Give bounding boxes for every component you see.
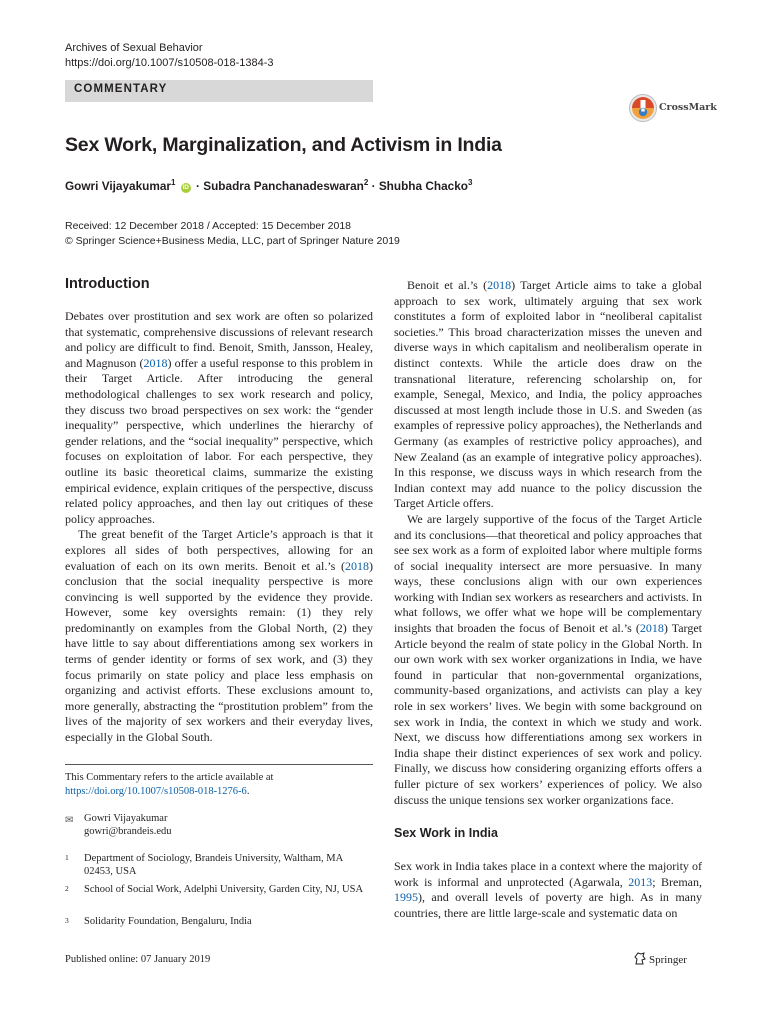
author-separator: ·	[192, 178, 204, 193]
author-name[interactable]: Shubha Chacko	[378, 178, 468, 193]
section-heading-introduction: Introduction	[65, 276, 150, 292]
footnote: This Commentary refers to the article available at https://doi.org/10.1007/s10508-018-1276-6.	[65, 772, 274, 797]
crossmark-icon	[628, 93, 658, 123]
received-accepted-dates: Received: 12 December 2018 / Accepted: 15 December 2018	[65, 220, 352, 232]
left-column-body	[65, 309, 373, 746]
body-paragraph: Sex work in India takes place in a context where the majority of work is informal and unprotected (Agarwala, 2013; Breman, 1995), and overall levels of poverty are high. As in many countries, there are little large-scale and systematic data on	[394, 859, 702, 920]
correspondence-block	[65, 812, 373, 839]
crossmark-badge[interactable]	[628, 93, 717, 123]
publisher-logo	[634, 952, 687, 966]
publication-dates	[65, 219, 400, 249]
affiliation-item	[65, 883, 373, 896]
published-online-date: Published online: 07 January 2019	[65, 954, 211, 965]
target-article-link[interactable]: https://doi.org/10.1007/s10508-018-1276-6	[65, 786, 247, 797]
citation-link[interactable]: 2018	[639, 621, 664, 636]
affiliation-marker: 2	[363, 178, 369, 187]
article-type-band	[65, 80, 373, 102]
affiliation-number: 1	[65, 853, 69, 862]
affiliation-text: Department of Sociology, Brandeis University, Waltham, MA 02453, USA	[84, 853, 343, 878]
author-name[interactable]: Gowri Vijayakumar	[65, 178, 172, 193]
crossmark-label: CrossMark	[659, 102, 717, 113]
affiliation-number: 3	[65, 916, 69, 925]
author-separator: ·	[368, 178, 379, 193]
affiliation-marker: 3	[467, 178, 473, 187]
right-column-body	[394, 278, 702, 808]
doi-link[interactable]: https://doi.org/10.1007/s10508-018-1384-3	[65, 57, 274, 69]
citation-link[interactable]: 2018	[487, 278, 512, 292]
copyright-line: © Springer Science+Business Media, LLC, part of Springer Nature 2019	[65, 235, 400, 247]
envelope-icon: ✉	[65, 815, 74, 826]
author-name[interactable]: Subadra Panchanadeswaran	[203, 178, 364, 193]
body-paragraph: We are largely supportive of the focus of the Target Article and its conclusions—that theoretical and policy approaches that see sex work as a form of exploited labor where multiple forms of social inequality intersect are more persuasive. In many ways, these conclusions align with our own experiences working with Indian sex workers as researchers and activists. In what follows, we offer what we hope will be complementary insights that broaden the focus of Benoit et al.’s (2018) Target Article beyond the realm of state policy in the Global North. In our own work with sex worker organizations in India, we have found in particular that non-governmental organizations, community-based organizations, and activists can play a key role in sex workers’ lives. We begin with some background on sex work in India, the context in which we study and work. Next, we discuss how differentiations among sex workers in India shape their distinct experiences of sex work and policy. Finally, we discuss how considering organizing efforts offers a fuller picture of sex workers’ experiences of policy. We also discuss the unique tensions sex worker organizations face.	[394, 511, 702, 807]
correspondence-email[interactable]: gowri@brandeis.edu	[84, 826, 172, 838]
footnote-divider	[65, 764, 373, 765]
correspondence-name: Gowri Vijayakumar	[84, 813, 168, 824]
journal-name: Archives of Sexual Behavior	[65, 42, 203, 54]
section-heading-sex-work-in-india: Sex Work in India	[394, 826, 498, 840]
springer-horse-icon	[634, 952, 646, 965]
sex-work-section-body	[394, 859, 702, 921]
body-paragraph: Benoit et al.’s (2018) Target Article aims to take a global approach to sex work, ultimately arguing that sex work constitutes a form of exploited labor in “neoliberal capitalist societies.” This broad characterization misses the uneven and diverse ways in which capitalism and neoliberalism operate in distinct contexts. While the article does draw on the transnational literature, referencing scholarship on, for example, Senegal, Mexico, and India, the policy approaches discussed at most length include those in U.S. and Sweden (as examples of repressive policy approaches), the Netherlands and Germany (as examples of restrictive policy approaches), and New Zealand (as an example of integrative policy approaches). In this response, we discuss ways in which research from the Indian context may add nuance to the policy discussion the Target Article offers.	[394, 278, 702, 511]
article-title: Sex Work, Marginalization, and Activism in India	[65, 134, 502, 156]
intro-paragraph-1: Debates over prostitution and sex work are often so polarized that systematic, comprehensive discussions of relevant research and policy are difficult to find. Benoit, Smith, Jansson, Healey, and Magnuson (2018) offer a useful response to this problem in their Target Article. After introducing the general methodological challenges to sex work research and policy, they discuss two broad perspectives on sex work: the “gender inequality” perspective, which underlines the hierarchy of gender relations, and the “social inequality” perspective, which focuses on exploitation of labor. For each perspective, they outline its basic theoretical claims, summarize the existing empirical evidence, explain critiques of the perspective, discuss related policy approaches, and then lay out critiques of these policy approaches.	[65, 309, 373, 526]
citation-link[interactable]: 1995	[394, 890, 418, 905]
affiliation-item	[65, 852, 373, 879]
journal-header	[65, 41, 274, 71]
affiliation-text: School of Social Work, Adelphi University, Garden City, NJ, USA	[84, 884, 364, 895]
orcid-icon[interactable]: iD	[182, 183, 189, 191]
affiliation-text: Solidarity Foundation, Bengaluru, India	[84, 916, 252, 927]
citation-link[interactable]: 2018	[345, 558, 369, 573]
author-list	[65, 178, 472, 193]
citation-link[interactable]: 2018	[143, 355, 168, 370]
affiliation-number: 2	[65, 884, 69, 893]
article-type-label: COMMENTARY	[74, 83, 168, 95]
affiliation-item	[65, 915, 373, 928]
affiliation-marker: 1	[171, 178, 176, 187]
intro-paragraph-2: The great benefit of the Target Article’s approach is that it explores all sides of both perspectives, allowing for an evaluation of each on its own merits. Benoit et al.’s (2018) conclusion that the social inequality perspective is more convincing is well supported by the evidence they provide. However, some key oversights remain: (1) they rely predominantly on examples from the Global North, (2) they have little to say about differentiations among sex workers in terms of gender identity or forms of sex work, and (3) they focus primarily on state policy and place less emphasis on organizing and activist efforts. These exclusions amount to, more generally, abstracting the “prostitution problem” from the lives of the majority of sex workers and their everyday lives, especially in the Global South.	[65, 527, 373, 745]
citation-link[interactable]: 2013	[628, 874, 653, 889]
publisher-name: Springer	[649, 954, 687, 966]
